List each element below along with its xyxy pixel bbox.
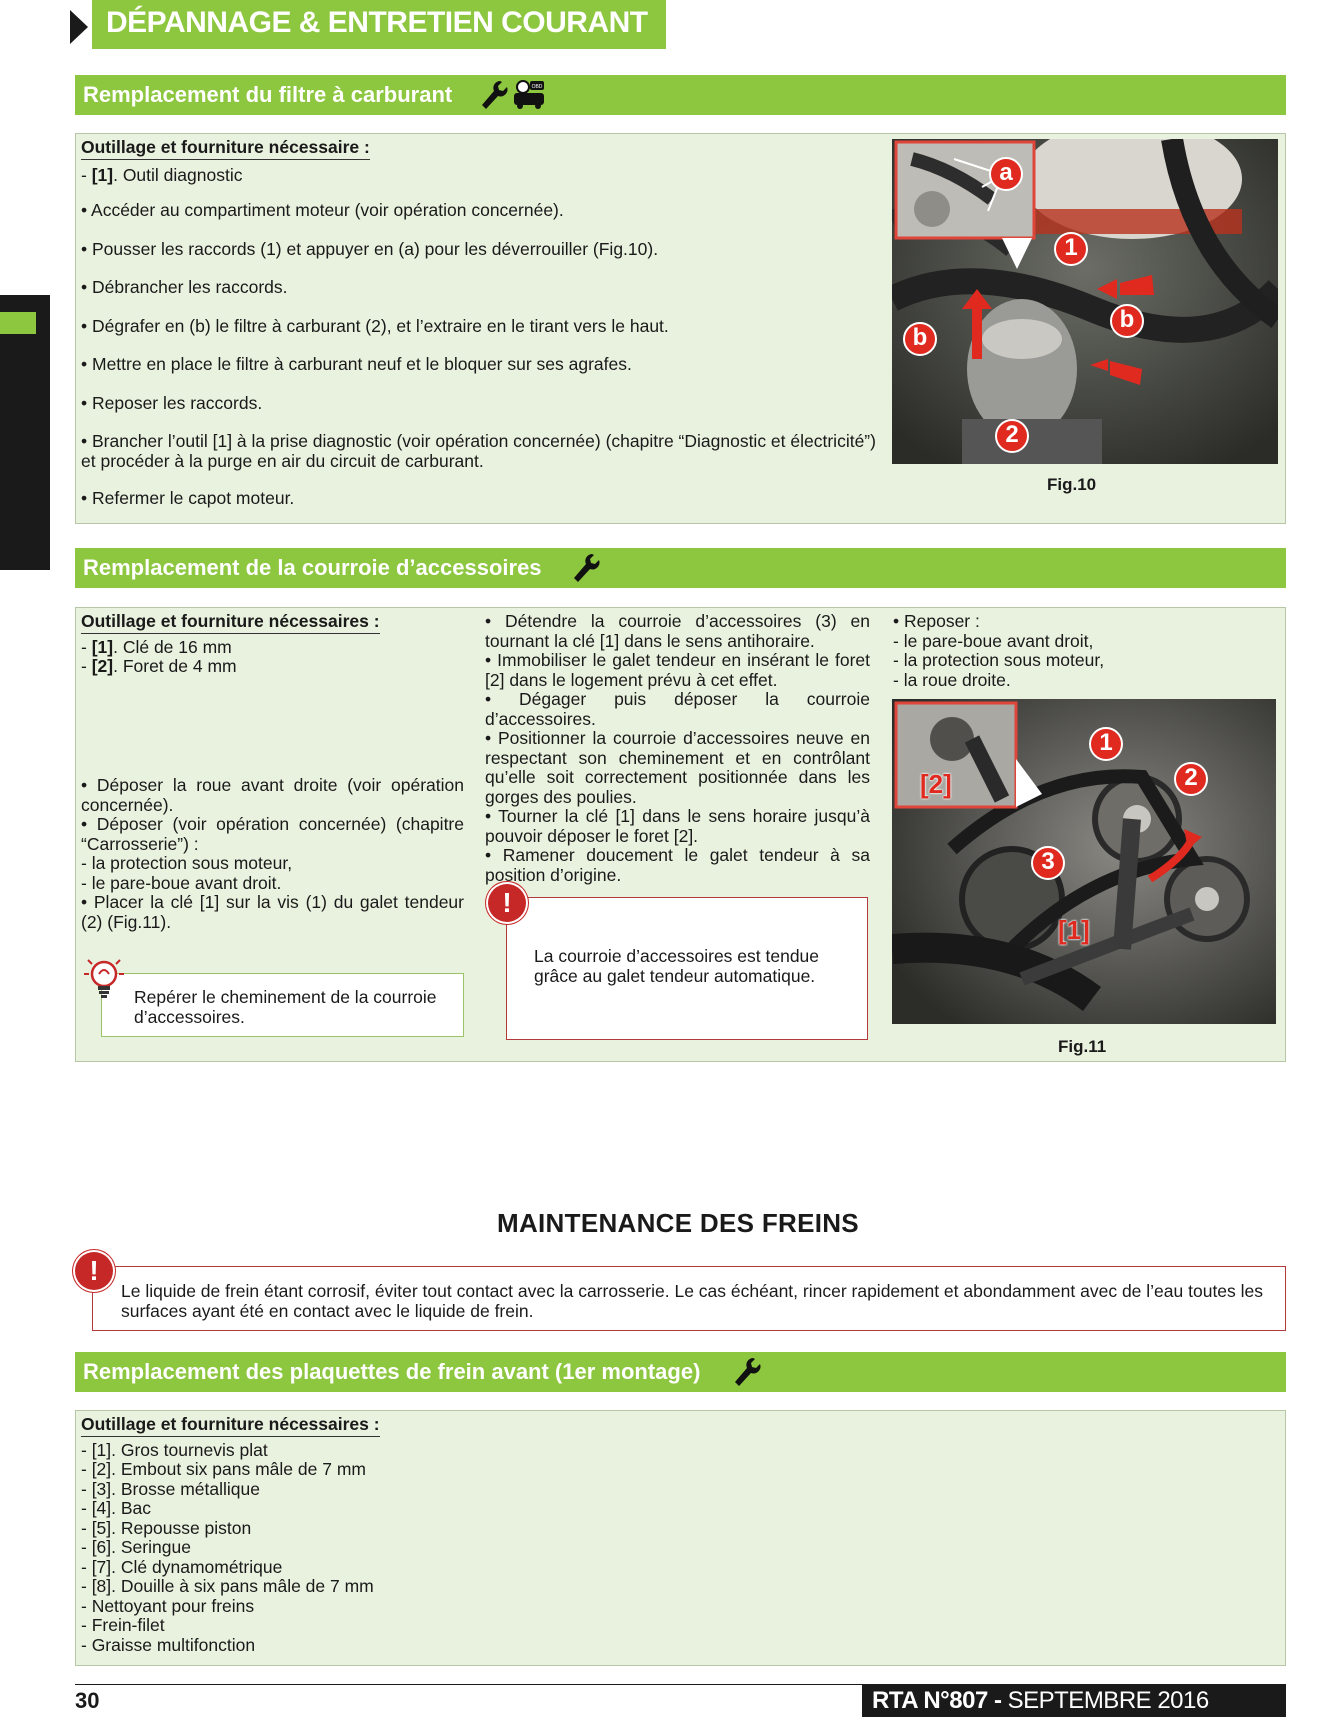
header-arrow-icon xyxy=(70,10,88,44)
tool-item: - [6]. Seringue xyxy=(81,1537,191,1557)
step-item: • Pousser les raccords (1) et appuyer en (a) pour les déverrouiller (Fig.10). xyxy=(81,238,659,259)
tool-item: - Graisse multifonction xyxy=(81,1634,256,1655)
figure-caption: Fig.11 xyxy=(1058,1037,1107,1056)
section2-column-3 xyxy=(893,612,1273,690)
figure-label: 2 xyxy=(1174,762,1208,796)
step-item: • Immobiliser le galet tendeur en insérant le foret [2] dans le logement prévu à cet effet. xyxy=(485,650,870,690)
tools-heading: Outillage et fourniture nécessaires : xyxy=(81,612,380,634)
step-item: - le pare-boue avant droit. xyxy=(81,872,282,893)
step-item: • Déposer (voir opération concernée) (chapitre “Carrosserie”) : xyxy=(81,814,464,854)
figure-10-photo xyxy=(892,139,1278,464)
section-bar-accessory-belt xyxy=(75,548,1286,588)
lightbulb-tip-icon xyxy=(82,956,126,1004)
step-item: • Positionner la courroie d’accessoires neuve en respectant son cheminement et en contrôlant qu’elle soit correctement positionnée dans les gorges des poulies. xyxy=(485,728,870,807)
tools-list xyxy=(81,1441,681,1656)
warning-text: La courroie d’accessoires est tendue grâce au galet tendeur automatique. xyxy=(534,946,820,986)
tool-item: - [8]. Douille à six pans mâle de 7 mm xyxy=(81,1576,374,1596)
tool-item: - Nettoyant pour freins xyxy=(81,1595,255,1616)
warning-text: Le liquide de frein étant corrosif, éviter tout contact avec la carrosserie. Le cas échéant, rincer rapidement et abondamment avec de l’eau toutes les surfaces ayant été en contact avec le liquide de frein. xyxy=(121,1281,1264,1321)
wrench-icon xyxy=(480,79,508,111)
tip-text: Repérer le cheminement de la courroie d’accessoires. xyxy=(134,987,437,1027)
figure-caption: Fig.10 xyxy=(1047,475,1097,494)
step-item: - la protection sous moteur, xyxy=(81,853,293,873)
tool-item: - [3]. Brosse métallique xyxy=(81,1478,260,1499)
svg-text:OBD: OBD xyxy=(531,84,543,90)
footer-text: RTA N°807 - SEPTEMBRE 2016 xyxy=(872,1687,1209,1714)
side-chapter-marker xyxy=(0,312,36,334)
brakes-heading: MAINTENANCE DES FREINS xyxy=(497,1208,859,1238)
section2-column-1 xyxy=(81,612,464,677)
tool-item: - [1]. Gros tournevis plat xyxy=(81,1439,268,1460)
step-item: • Refermer le capot moteur. xyxy=(81,488,295,508)
tool-item: - [7]. Clé dynamométrique xyxy=(81,1556,283,1577)
step-item: • Brancher l’outil [1] à la prise diagnostic (voir opération concernée) (chapitre “Diagnostic et électricité”) et procéder à la purge en air du circuit de carburant. xyxy=(81,431,876,471)
step-item: • Reposer : xyxy=(893,611,980,631)
step-item: • Reposer les raccords. xyxy=(81,392,263,413)
step-item: • Dégager puis déposer la courroie d’accessoires. xyxy=(485,689,870,729)
section2-column-1-steps xyxy=(81,776,464,932)
section-icons xyxy=(480,79,546,111)
tools-heading: Outillage et fourniture nécessaire : xyxy=(81,138,370,160)
step-item: - la roue droite. xyxy=(893,669,1011,690)
figure-label: 1 xyxy=(1054,232,1088,266)
wrench-icon xyxy=(572,552,600,584)
tools-heading: Outillage et fourniture nécessaires : xyxy=(81,1415,380,1437)
tool-item: - Frein-filet xyxy=(81,1615,165,1635)
figure-label: [1] xyxy=(1058,915,1090,945)
section2-column-2 xyxy=(485,612,870,885)
step-item: • Accéder au compartiment moteur (voir opération concernée). xyxy=(81,200,564,220)
wrench-icon xyxy=(733,1356,761,1388)
figure-11-photo xyxy=(892,699,1276,1024)
side-chapter-tab xyxy=(0,295,50,570)
step-item: - le pare-boue avant droit, xyxy=(893,630,1094,651)
obd-diagnostic-icon xyxy=(512,79,546,111)
warning-icon: ! xyxy=(75,1252,113,1290)
tool-item: - [1]. Clé de 16 mm xyxy=(81,636,232,657)
step-item: • Placer la clé [1] sur la vis (1) du galet tendeur (2) (Fig.11). xyxy=(81,892,464,932)
step-item: • Dégrafer en (b) le filtre à carburant (2), et l’extraire en le tirant vers le haut. xyxy=(81,315,669,336)
step-item: • Déposer la roue avant droite (voir opération concernée). xyxy=(81,775,464,815)
step-item: • Tourner la clé [1] dans le sens horaire jusqu’à pouvoir déposer le foret [2]. xyxy=(485,806,870,846)
section-title: Remplacement du filtre à carburant xyxy=(83,82,453,107)
tool-item: - [2]. Foret de 4 mm xyxy=(81,656,237,676)
section-icons xyxy=(572,552,600,584)
figure-label: 2 xyxy=(995,419,1029,453)
section-title: Remplacement des plaquettes de frein avant (1er montage) xyxy=(83,1359,701,1384)
figure-label: 3 xyxy=(1031,846,1065,880)
section-bar-brake-pads xyxy=(75,1352,1286,1392)
section-title: Remplacement de la courroie d’accessoires xyxy=(83,555,542,580)
figure-label: b xyxy=(903,322,937,356)
tool-item: - [4]. Bac xyxy=(81,1498,152,1518)
figure-label: [2] xyxy=(920,769,952,799)
page-number: 30 xyxy=(75,1688,100,1713)
section1-text xyxy=(81,138,881,509)
step-item: - la protection sous moteur, xyxy=(893,650,1105,670)
section3-tools xyxy=(81,1415,681,1655)
tool-item: - [2]. Embout six pans mâle de 7 mm xyxy=(81,1459,366,1479)
page-title: DÉPANNAGE & ENTRETIEN COURANT xyxy=(106,6,648,39)
tool-item: - [1]. Outil diagnostic xyxy=(81,164,243,185)
section-icons xyxy=(733,1356,761,1388)
step-item: • Ramener doucement le galet tendeur à sa position d’origine. xyxy=(485,845,870,885)
step-item: • Débrancher les raccords. xyxy=(81,277,288,297)
belt-photo-illustration xyxy=(892,699,1276,1024)
tool-item: - [5]. Repousse piston xyxy=(81,1517,252,1538)
warning-icon: ! xyxy=(488,884,526,922)
section-bar-fuel-filter xyxy=(75,75,1286,115)
engine-photo-illustration xyxy=(892,139,1278,464)
step-item: • Détendre la courroie d’accessoires (3) en tournant la clé [1] dans le sens antihoraire. xyxy=(485,611,870,651)
figure-label: a xyxy=(989,157,1023,191)
figure-label: 1 xyxy=(1089,727,1123,761)
figure-label: b xyxy=(1110,304,1144,338)
step-item: • Mettre en place le filtre à carburant neuf et le bloquer sur ses agrafes. xyxy=(81,354,632,374)
